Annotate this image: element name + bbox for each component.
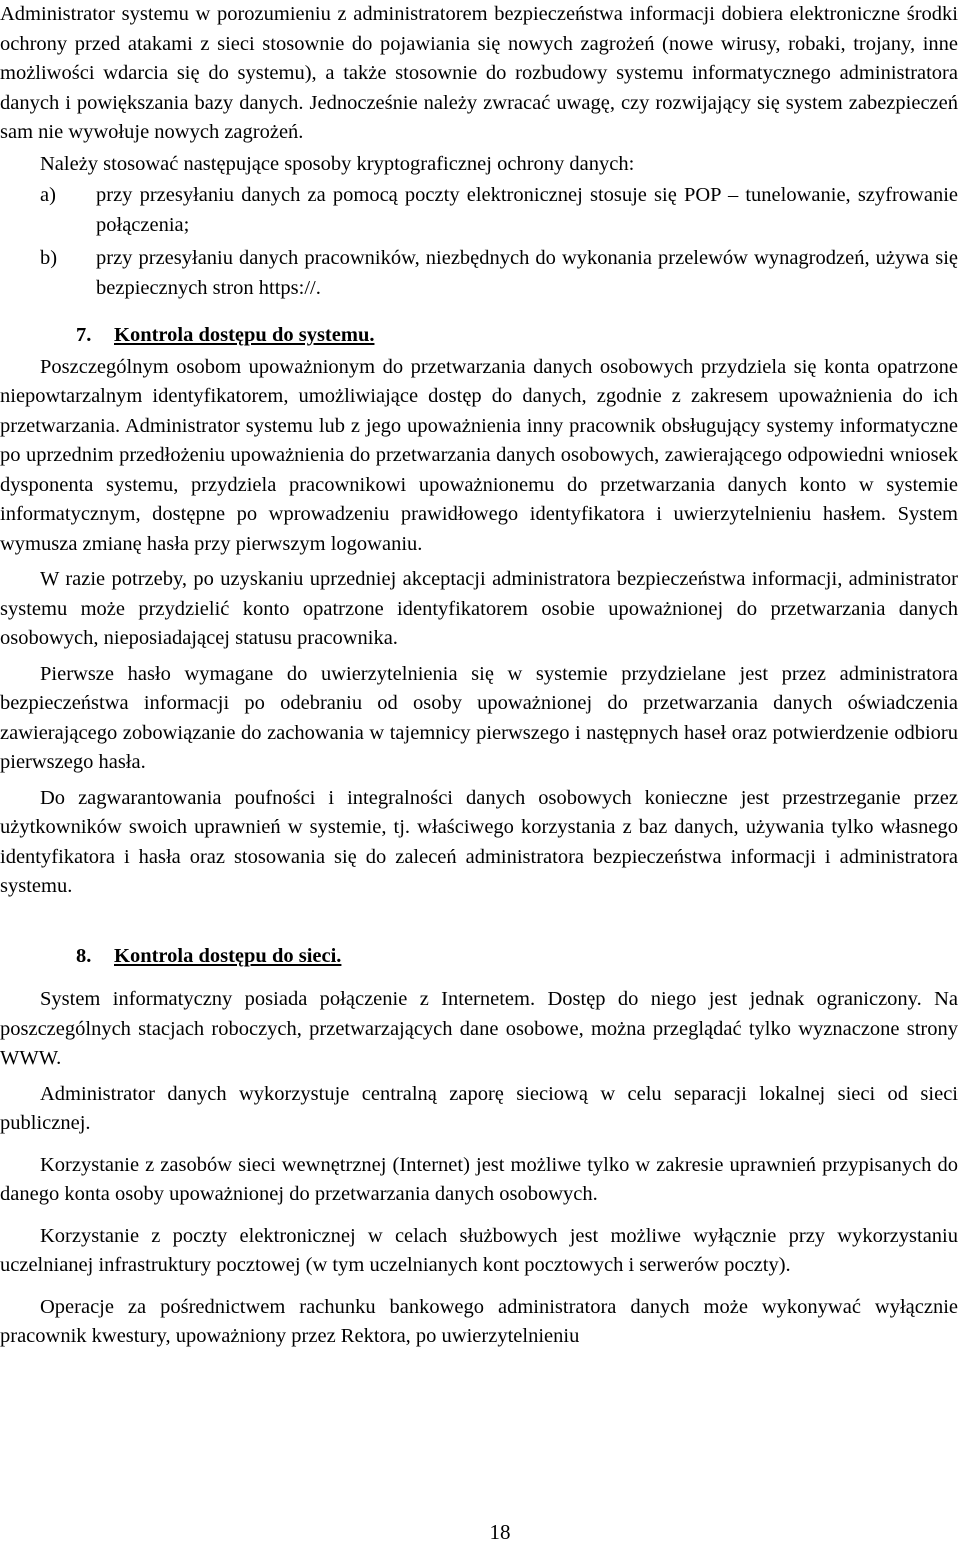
section-8-paragraph: System informatyczny posiada połączenie z Internetem. Dostęp do niego jest jednak ograniczony. Na poszczególnych stacjach roboczych, przetwarzających dane osobowe, można przeglądać tylko wyznaczone strony WWW.: [0, 988, 958, 1069]
list-item-text: przy przesyłaniu danych pracowników, niezbędnych do wykonania przelewów wynagrodzeń, używa się bezpiecznych stron https://.: [96, 247, 958, 299]
section-8-paragraph: Korzystanie z poczty elektronicznej w celach służbowych jest możliwe wyłącznie przy wykorzystaniu uczelnianej infrastruktury pocztowej (w tym uczelnianych kont pocztowych i serwerów poczty).: [0, 1224, 958, 1276]
section-7-paragraph: Pierwsze hasło wymagane do uwierzytelnienia się w systemie przydzielane jest przez administratora bezpieczeństwa informacji po odebraniu od osoby upoważnionej do przetwarzania danych oświadczenia zawierającego zobowiązanie do zachowania w tajemnicy pierwszego i następnych haseł oraz potwierdzenie odbioru pierwszego hasła.: [0, 662, 958, 773]
list-marker: a): [40, 184, 56, 206]
section-8-paragraph: Administrator danych wykorzystuje centralną zaporę sieciową w celu separacji lokalnej sieci od sieci publicznej.: [0, 1082, 958, 1134]
intro-paragraph: Administrator systemu w porozumieniu z administratorem bezpieczeństwa informacji dobiera elektroniczne środki ochrony przed atakami z sieci stosownie do pojawiania się nowych zagrożeń (nowe wirusy, robaki, trojany, inne możliwości wdarcia się do systemu), a także stosownie do rozbudowy systemu informatycznego administratora danych i powiększania bazy danych. Jednocześnie należy zwracać uwagę, czy rozwijający się system zabezpieczeń sam nie wywołuje nowych zagrożeń.: [0, 3, 958, 143]
list-item-text: przy przesyłaniu danych za pomocą poczty elektronicznej stosuje się POP – tunelowanie, szyfrowanie połączenia;: [96, 184, 958, 236]
list-item: [0, 244, 958, 303]
list-item: [0, 181, 958, 240]
section-8-heading: [0, 942, 958, 972]
section-title: Kontrola dostępu do systemu.: [114, 324, 375, 346]
crypto-intro-paragraph: Należy stosować następujące sposoby kryptograficznej ochrony danych:: [40, 152, 635, 175]
section-7-heading: [0, 321, 958, 351]
section-8-paragraph: Korzystanie z zasobów sieci wewnętrznej (Internet) jest możliwe tylko w zakresie uprawnień przypisanych do danego konta osoby upoważnionej do przetwarzania danych osobowych.: [0, 1153, 958, 1205]
section-title: Kontrola dostępu do sieci.: [114, 944, 342, 967]
section-7-paragraph: Do zagwarantowania poufności i integralności danych osobowych konieczne jest przestrzeganie przez użytkowników swoich uprawnień w systemie, tj. właściwego korzystania z baz danych, używania tylko własnego identyfikatora i hasła oraz stosowania się do zaleceń administratora bezpieczeństwa informacji i administratora systemu.: [0, 786, 958, 897]
page-number: 18: [489, 1520, 511, 1544]
section-7-paragraph: Poszczególnym osobom upoważnionym do przetwarzania danych osobowych przydziela się konta opatrzone niepowtarzalnym identyfikatorem, umożliwiające dostęp do danych, zgodnie z zakresem upoważnienia do ich przetwarzania. Administrator systemu lub z jego upoważnienia inny pracownik obsługujący systemy informatyczne po uprzednim przedłożeniu upoważnienia do przetwarzania danych osobowych, zawierającego odpowiedni wniosek dysponenta systemu, przydziela pracownikowi upoważnionemu do przetwarzania danych konto w systemie informatycznym, dostępne po wprowadzeniu prawidłowego identyfikatora i uwierzytelnieniu hasłem. System wymusza zmianę hasła przy pierwszym logowaniu.: [0, 355, 958, 555]
section-7-paragraph: W razie potrzeby, po uzyskaniu uprzedniej akceptacji administratora bezpieczeństwa informacji, administrator systemu może przydzielić konto opatrzone identyfikatorem osobie upoważnionej do przetwarzania danych osobowych, nieposiadającej statusu pracownika.: [0, 568, 958, 649]
section-8-paragraph: Operacje za pośrednictwem rachunku bankowego administratora danych może wykonywać wyłącznie pracownik kwestury, upoważniony przez Rektora, po uwierzytelnieniu: [0, 1295, 958, 1347]
section-number: 8.: [76, 944, 92, 967]
list-marker: b): [40, 247, 58, 269]
section-number: 7.: [76, 324, 92, 346]
